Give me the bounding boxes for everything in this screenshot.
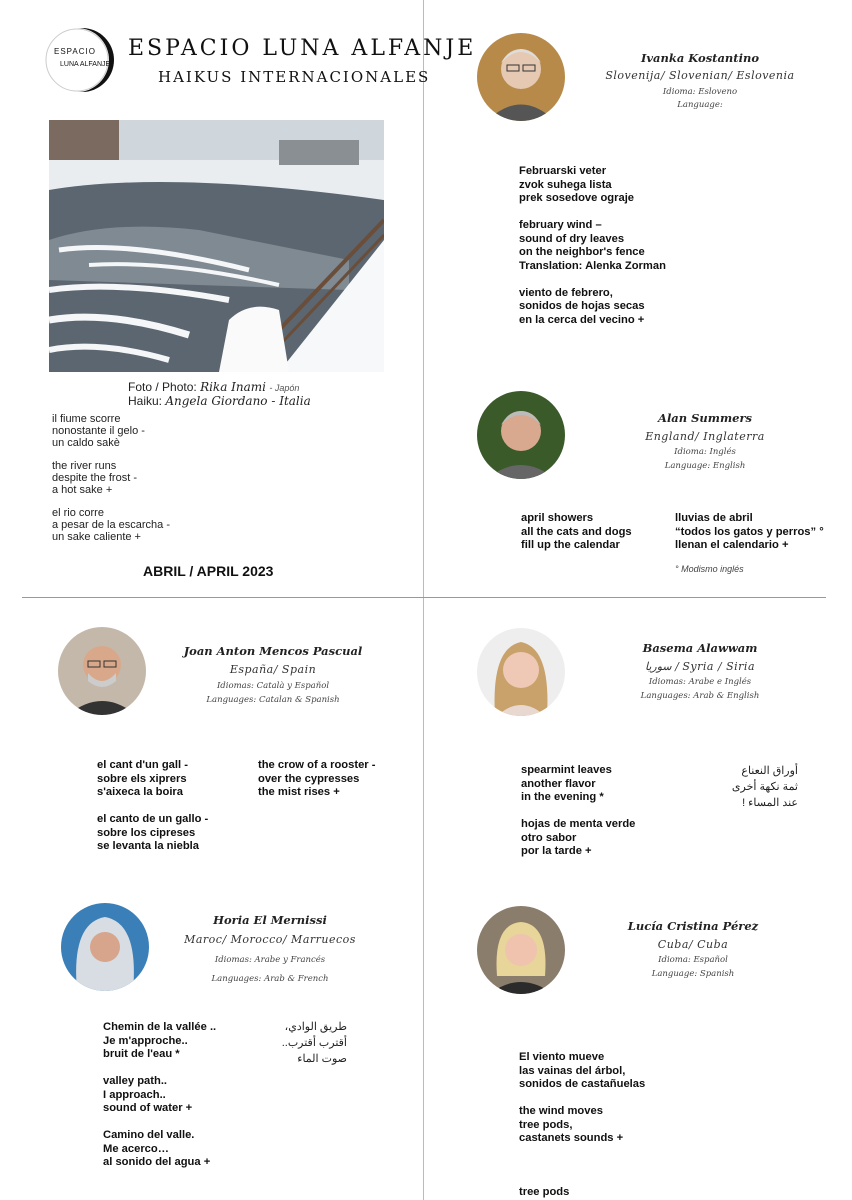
author-poem-arabic: أوراق النعناع ثمة نكهة أخرى عند المساء ! — [731, 765, 798, 809]
photo-author: Rika Inami — [200, 380, 267, 394]
author-name: Alan Summers — [658, 411, 752, 425]
author-name: Joan Anton Mencos Pascual — [183, 644, 363, 658]
author-language: Language: English — [664, 461, 746, 471]
author-country: Slovenija/ Slovenian/ Eslovenia — [605, 69, 795, 82]
photo-country: - Japón — [269, 383, 300, 393]
haiku-author: Angela Giordano - Italia — [165, 394, 311, 408]
author-idioma: Idioma: Inglés — [674, 447, 736, 457]
winter-river-photo — [49, 120, 384, 372]
author-poem: El viento mueve las vainas del árbol, sonidos de castañuelas the wind moves tree pods, castanets sounds + tree pods — [519, 1051, 646, 1198]
brand-subtitle: HAIKUS INTERNACIONALES — [158, 68, 431, 86]
avatar — [477, 906, 565, 994]
logo-text-1: ESPACIO — [54, 47, 96, 56]
author-idioma: Idiomas: Català y Español — [216, 681, 330, 691]
avatar — [58, 627, 146, 715]
avatar — [61, 903, 149, 991]
logo-text-2: LUNA ALFANJE — [60, 61, 111, 68]
photo-credit — [128, 380, 299, 394]
author-idioma: Idioma: Español — [658, 955, 728, 965]
author-name: Horia El Mernissi — [213, 913, 327, 927]
author-language: Language: Spanish — [651, 969, 735, 979]
author-poem: el cant d'un gall - sobre els xiprers s'aixeca la boira el canto de un gallo - sobre los cipreses se levanta la niebla — [97, 759, 209, 852]
author-note: ° Modismo inglés — [675, 564, 744, 574]
haiku-credit — [128, 394, 311, 408]
author-poem: spearmint leaves another flavor in the evening * hojas de menta verde otro sabor por la tarde + — [521, 764, 636, 857]
author-poem: Chemin de la vallée .. Je m'approche.. bruit de l'eau * valley path.. I approach.. sound of water + Camino del valle. Me acerco… al sonido del agua + — [103, 1021, 217, 1168]
author-poem-arabic: طريق الوادي، أقترب أقترب.. صوت الماء — [281, 1021, 347, 1065]
author-poem: april showers all the cats and dogs fill up the calendar — [521, 512, 632, 551]
author-idioma: Idioma: Esloveno — [662, 87, 738, 97]
author-language: Language: — [677, 100, 723, 110]
author-poem: Februarski veter zvok suhega lista prek sosedove ograje february wind – sound of dry leaves on the neighbor's fence Translation: Alenka Zorman viento de febrero, sonidos de hojas secas en la cerca del vecino + — [519, 165, 666, 326]
vertical-divider — [423, 0, 424, 1200]
author-country: England/ Inglaterra — [645, 430, 765, 443]
avatar — [477, 391, 565, 479]
author-idioma: Idiomas: Arabe y Francés — [214, 955, 326, 965]
author-country: سوريا / Syria / Siria — [645, 660, 755, 673]
author-poem-translation: lluvias de abril “todos los gatos y perros” ° llenan el calendario + — [675, 512, 824, 551]
featured-poem: il fiume scorre nonostante il gelo - un caldo sakè the river runs despite the frost - a hot sake + el rio corre a pesar de la escarcha - un sake caliente + — [52, 413, 171, 543]
author-name: Basema Alawwam — [642, 641, 758, 655]
avatar — [477, 628, 565, 716]
photo-label: Foto / Photo: — [128, 380, 197, 394]
author-name: Ivanka Kostantino — [640, 51, 760, 65]
author-language: Languages: Catalan & Spanish — [206, 695, 340, 705]
avatar — [477, 33, 565, 121]
author-poem-translation: the crow of a rooster - over the cypresses the mist rises + — [258, 759, 376, 798]
author-country: Maroc/ Morocco/ Marruecos — [184, 933, 356, 946]
brand-title: ESPACIO LUNA ALFANJE — [128, 36, 477, 61]
author-country: Cuba/ Cuba — [657, 938, 729, 951]
haiku-label: Haiku: — [128, 394, 163, 408]
author-idioma: Idiomas: Arabe e Inglés — [648, 677, 752, 687]
author-name: Lucía Cristina Pérez — [627, 919, 759, 933]
author-country: España/ Spain — [229, 663, 317, 676]
logo — [42, 27, 118, 93]
author-language: Languages: Arab & English — [640, 691, 760, 701]
author-language: Languages: Arab & French — [211, 974, 329, 984]
horizontal-divider — [22, 597, 826, 598]
issue-month: ABRIL / APRIL 2023 — [143, 563, 274, 579]
